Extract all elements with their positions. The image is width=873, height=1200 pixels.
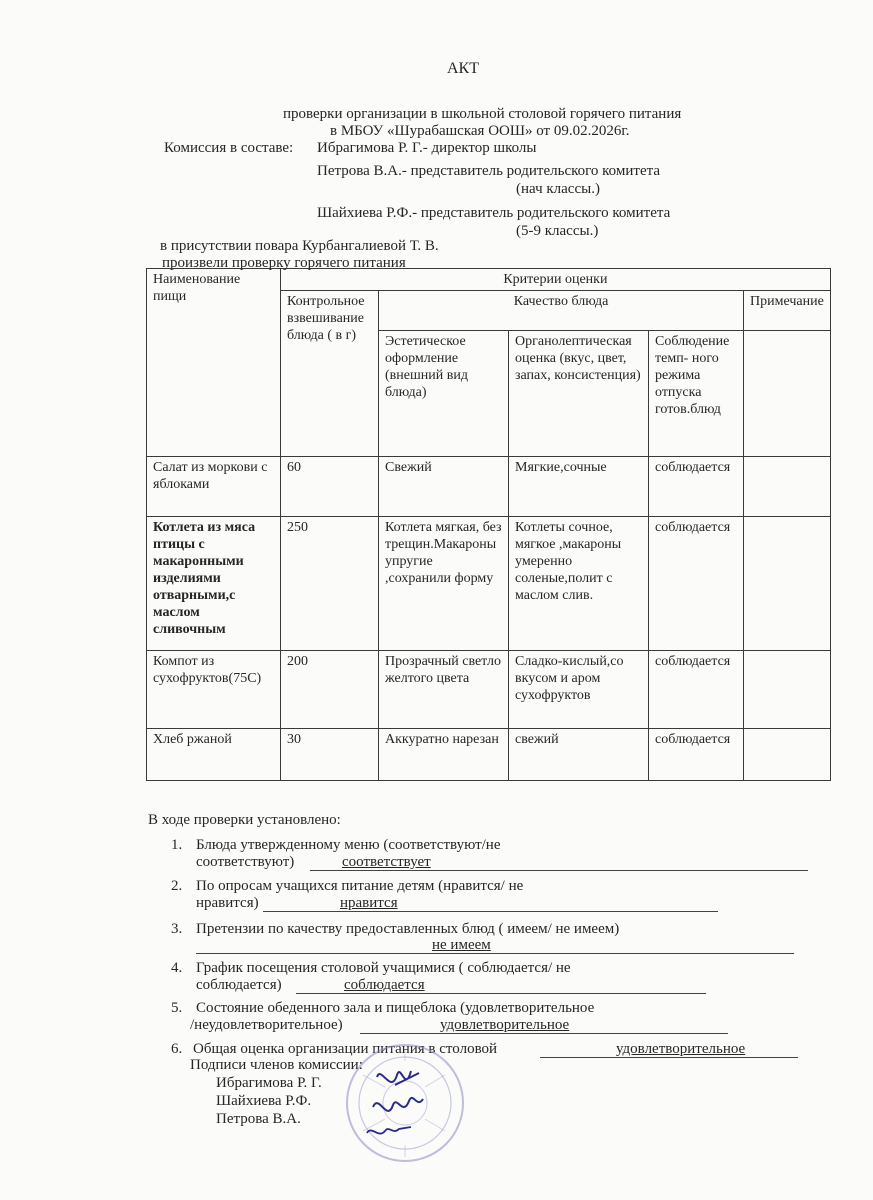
finding-answer: удовлетворительное — [440, 1017, 570, 1033]
row-food-name: Салат из моркови с яблоками — [147, 457, 281, 517]
table-row — [147, 651, 831, 729]
finding-answer: соблюдается — [344, 977, 425, 993]
finding-text-cont: соблюдается) — [196, 977, 282, 993]
row-temperature: соблюдается — [649, 457, 744, 517]
answer-underline — [296, 993, 706, 994]
finding-number: 2. — [171, 878, 183, 894]
signature-2-stroke — [373, 1098, 423, 1111]
row-organoleptic: Котлеты сочное, мягкое ,макароны умеренно соленые,полит с маслом слив. — [509, 517, 649, 651]
presence-line: в присутствии повара Курбангалиевой Т. В. — [160, 238, 439, 254]
row-aesthetic: Прозрачный светло желтого цвета — [379, 651, 509, 729]
answer-underline — [360, 1033, 728, 1034]
commission-member-3: Шайхиева Р.Ф.- представитель родительского комитета — [317, 205, 671, 221]
finding-text: Претензии по качеству предоставленных блюд ( имеем/ не имеем) — [196, 921, 620, 937]
row-note — [744, 651, 831, 729]
finding-number: 5. — [171, 1000, 183, 1016]
answer-underline — [196, 953, 794, 954]
finding-text-cont: соответствуют) — [196, 854, 295, 870]
signature-name-2: Шайхиева Р.Ф. — [216, 1093, 312, 1109]
finding-text: Блюда утвержденному меню (соответствуют/не — [196, 837, 501, 853]
signatures-label: Подписи членов комиссии: — [190, 1057, 363, 1073]
row-weight: 30 — [281, 729, 379, 781]
finding-text: По опросам учащихся питание детям (нравится/ не — [196, 878, 524, 894]
signature-3-stroke — [367, 1127, 411, 1134]
finding-text-cont: нравится) — [196, 895, 259, 911]
header-note-empty — [744, 331, 831, 457]
row-note — [744, 457, 831, 517]
finding-text-cont: /неудовлетворительное) — [190, 1017, 343, 1033]
finding-answer: соответствует — [342, 854, 431, 870]
signature-name-1: Ибрагимова Р. Г. — [216, 1075, 322, 1091]
row-weight: 200 — [281, 651, 379, 729]
commission-label: Комиссия в составе: — [164, 140, 294, 156]
signature-name-3: Петрова В.А. — [216, 1111, 301, 1127]
title-line-2: в МБОУ «Шурабашская ООШ» от 09.02.2026г. — [330, 123, 630, 139]
commission-member-3-note: (5-9 классы.) — [516, 223, 599, 239]
row-note — [744, 517, 831, 651]
table-row — [147, 517, 831, 651]
document-title: АКТ — [447, 60, 479, 77]
row-organoleptic: свежий — [509, 729, 649, 781]
action-line: произвели проверку горячего питания — [162, 255, 406, 271]
row-temperature: соблюдается — [649, 729, 744, 781]
finding-text: График посещения столовой учащимися ( соблюдается/ не — [196, 960, 571, 976]
commission-member-2-note: (нач классы.) — [516, 181, 600, 197]
table-row — [147, 729, 831, 781]
header-weight: Контрольное взвешивание блюда ( в г) — [281, 291, 379, 457]
header-organoleptic: Органолептическая оценка (вкус, цвет, запах, консистенция) — [509, 331, 649, 457]
finding-number: 4. — [171, 960, 183, 976]
answer-underline — [540, 1057, 798, 1058]
row-weight: 60 — [281, 457, 379, 517]
row-organoleptic: Мягкие,сочные — [509, 457, 649, 517]
row-aesthetic: Аккуратно нарезан — [379, 729, 509, 781]
finding-number: 3. — [171, 921, 183, 937]
header-aesthetic: Эстетическое оформление (внешний вид блюда) — [379, 331, 509, 457]
row-food-name: Котлета из мяса птицы с макаронными изделиями отварными,с маслом сливочным — [147, 517, 281, 651]
header-note: Примечание — [744, 291, 831, 331]
inspection-table — [146, 268, 831, 781]
finding-number: 6. — [171, 1041, 183, 1057]
title-line-1: проверки организации в школьной столовой горячего питания — [283, 106, 682, 122]
row-food-name: Компот из сухофруктов(75С) — [147, 651, 281, 729]
finding-answer: не имеем — [432, 937, 491, 953]
commission-member-2: Петрова В.А.- представитель родительского комитета — [317, 163, 661, 179]
row-temperature: соблюдается — [649, 517, 744, 651]
school-seal-stamp — [333, 1035, 473, 1170]
commission-member-1: Ибрагимова Р. Г.- директор школы — [317, 140, 537, 156]
finding-number: 1. — [171, 837, 183, 853]
findings-intro: В ходе проверки установлено: — [148, 812, 341, 828]
row-weight: 250 — [281, 517, 379, 651]
header-quality: Качество блюда — [379, 291, 744, 331]
answer-underline — [310, 870, 808, 871]
header-food-name: Наименование пищи — [147, 269, 281, 457]
row-aesthetic: Котлета мягкая, без трещин.Макароны упругие ,сохранили форму — [379, 517, 509, 651]
finding-answer: удовлетворительное — [616, 1041, 746, 1057]
row-temperature: соблюдается — [649, 651, 744, 729]
row-food-name: Хлеб ржаной — [147, 729, 281, 781]
answer-underline — [263, 911, 718, 912]
table-row — [147, 457, 831, 517]
finding-answer: нравится — [340, 895, 398, 911]
row-aesthetic: Свежий — [379, 457, 509, 517]
row-note — [744, 729, 831, 781]
header-criteria: Критерии оценки — [281, 269, 831, 291]
row-organoleptic: Сладко-кислый,со вкусом и аром сухофруктов — [509, 651, 649, 729]
finding-text: Состояние обеденного зала и пищеблока (удовлетворительное — [196, 1000, 595, 1016]
header-temperature: Соблюдение темп- ного режима отпуска готов.блюд — [649, 331, 744, 457]
finding-text: Общая оценка организации питания в столовой — [193, 1041, 498, 1057]
